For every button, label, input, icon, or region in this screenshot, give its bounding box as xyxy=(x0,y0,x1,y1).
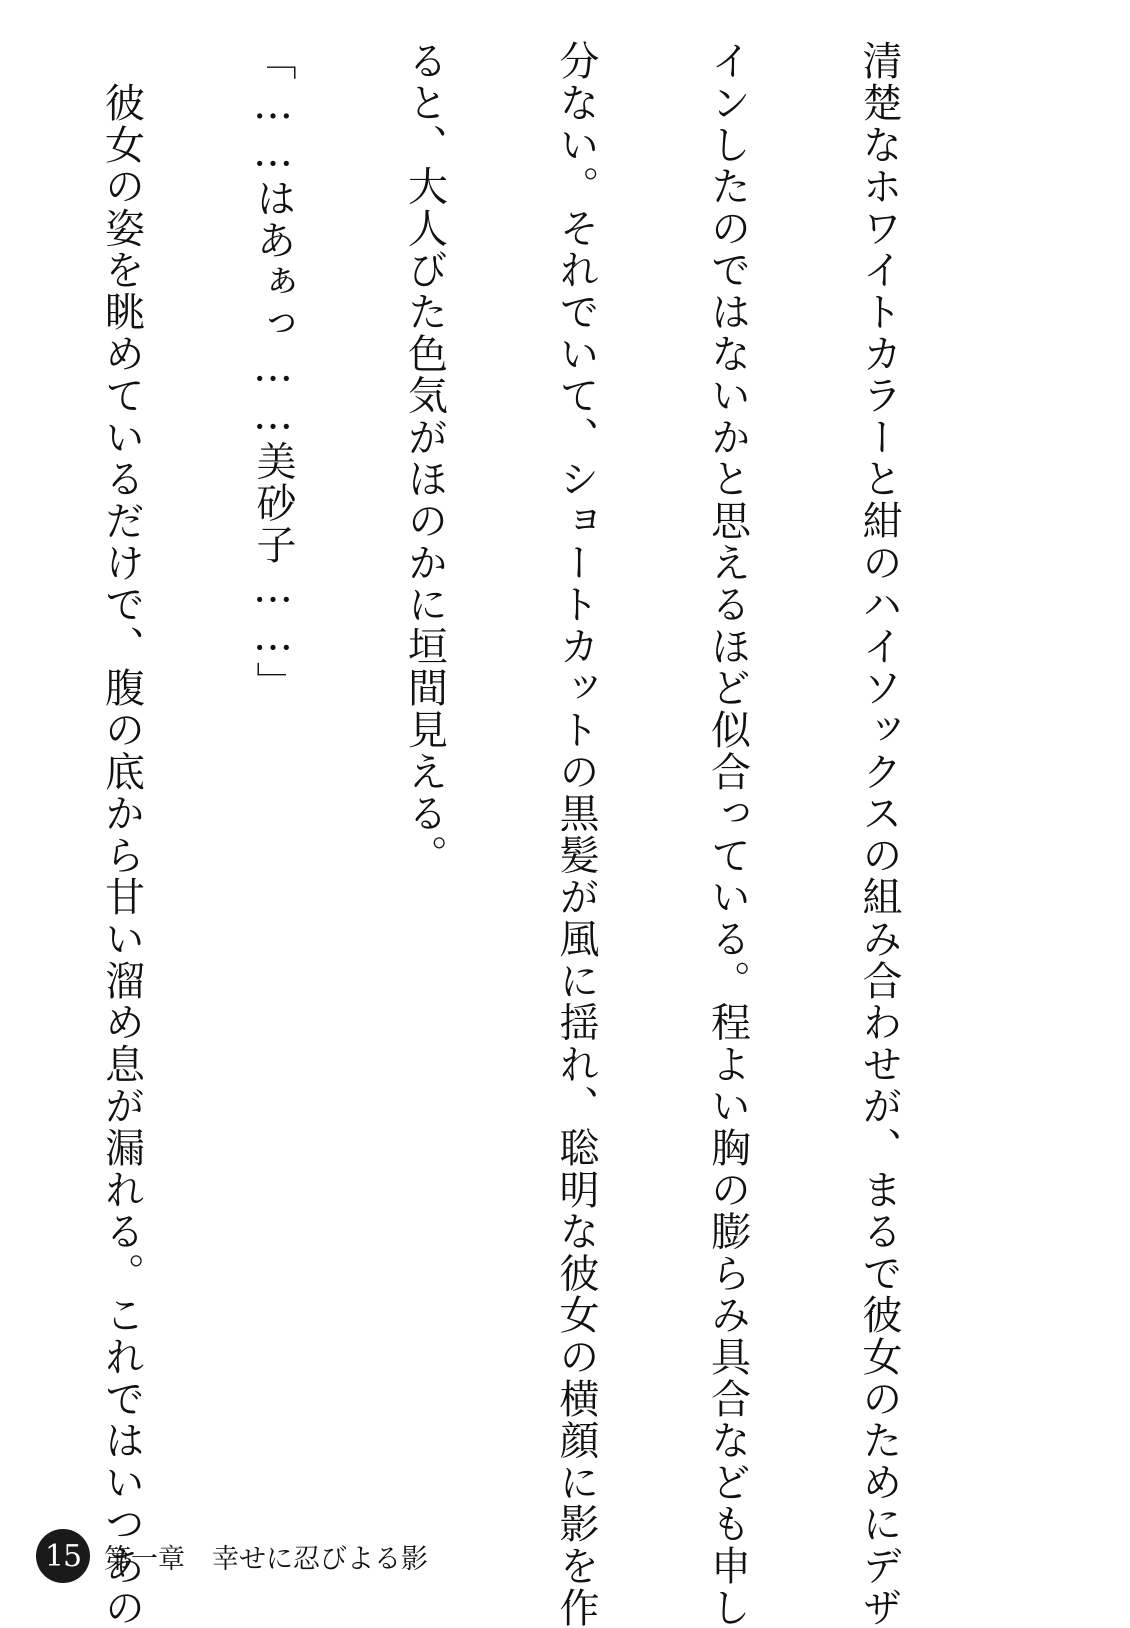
text-line-1: 清楚なホワイトカラーと紺のハイソックスの組み合わせが、まるで彼女のためにデザ xyxy=(856,40,902,1628)
page-footer xyxy=(36,1528,428,1584)
text-line-6: 彼女の姿を眺めているだけで、腹の底から甘い溜め息が漏れる。これではいつあの xyxy=(98,40,145,1628)
page-number-badge xyxy=(36,1529,90,1583)
text-line-5: 「……はあぁっ……美砂子……」 xyxy=(250,40,296,703)
chapter-title: 第一章 幸せに忍びよる影 xyxy=(104,1543,428,1575)
text-line-4: ると、大人びた色気がほのかに垣間見える。 xyxy=(401,40,448,876)
page-number: 15 xyxy=(44,1538,82,1574)
text-line-3: 分ない。それでいて、ショートカットの黒髪が風に揺れ、聡明な彼女の横顔に影を作 xyxy=(553,40,599,1628)
text-line-2: インしたのではないかと思えるほど似合っている。程よい胸の膨らみ具合なども申し xyxy=(704,40,751,1628)
